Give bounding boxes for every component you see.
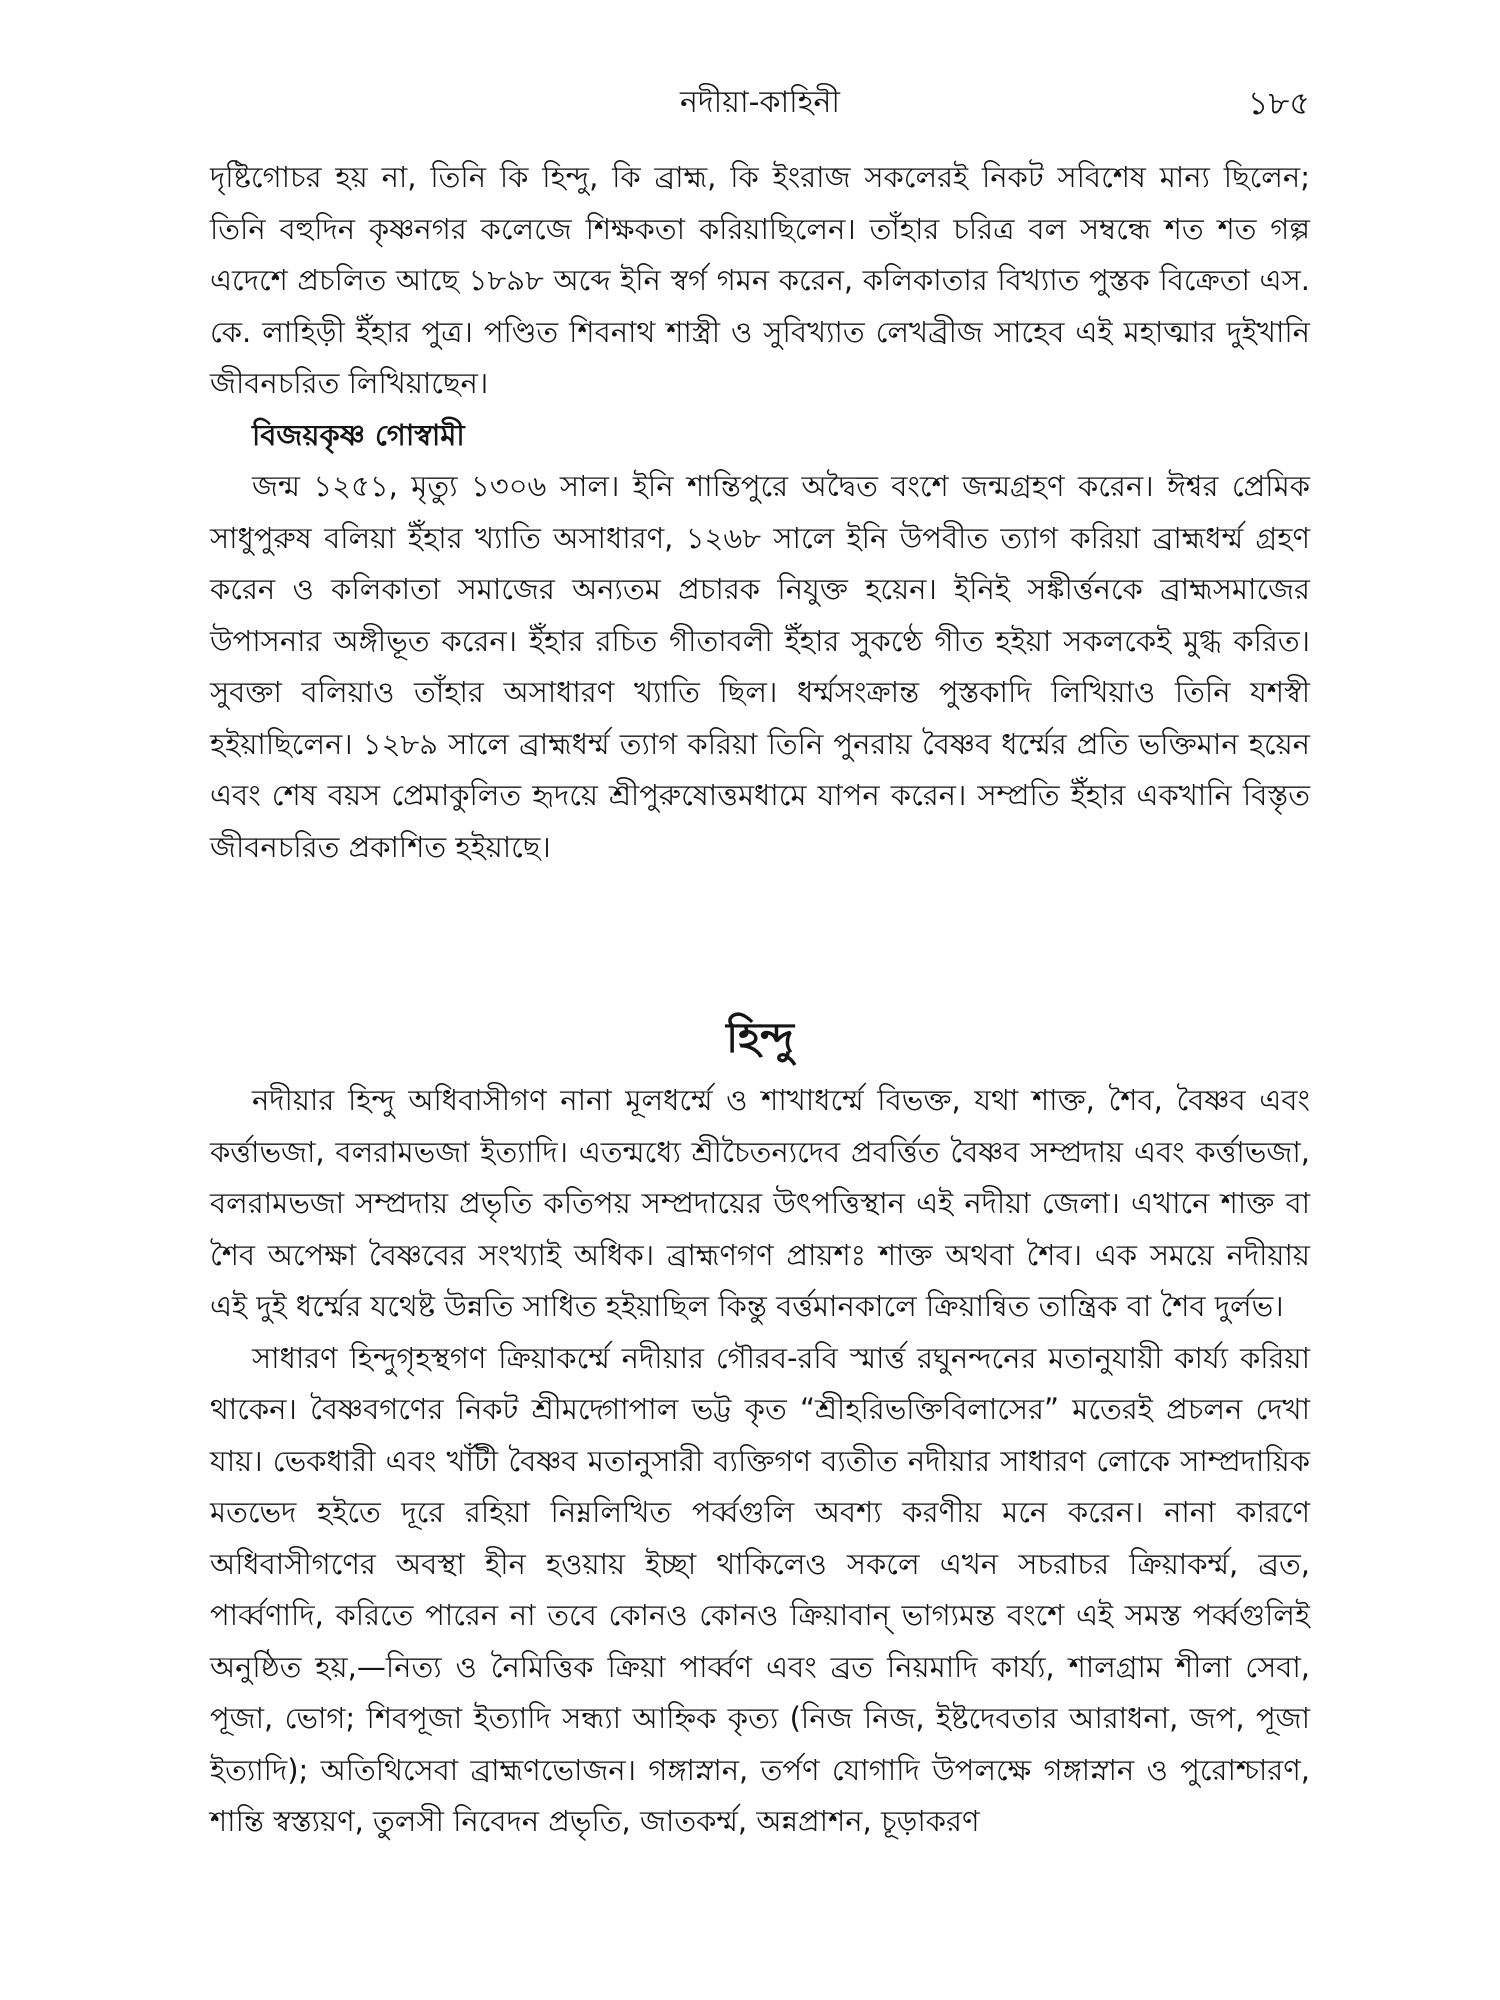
biography-heading: বিজয়কৃষ্ণ গোস্বামী — [252, 417, 465, 452]
section-paragraph-2: সাধারণ হিন্দুগৃহস্থগণ ক্রিয়াকর্ম্মে নদীয়ার গৌরব-রবি স্মার্ত্ত রঘুনন্দনের মতানুযায়ী কার্য্য করিয়া থাকেন। বৈষ্ণবগণের নিকট শ্রীমদ্গোপাল ভট্ট কৃত “শ্রীহরিভক্তিবিলাসের” মতেরই প্রচলন দেখা যায়। ভেকধারী এবং খাঁটী বৈষ্ণব মতানুসারী ব্যক্তিগণ ব্যতীত নদীয়ার সাধারণ লোকে সাম্প্রদায়িক মতভেদ হইতে দূরে রহিয়া নিম্নলিখিত পর্ব্বগুলি অবশ্য করণীয় মনে করেন। নানা কারণে অধিবাসীগণের অবস্থা হীন হওয়ায় ইচ্ছা থাকিলেও সকলে এখন সচরাচর ক্রিয়াকর্ম্ম, ব্রত, পার্ব্বণাদি, করিতে পারেন না তবে কোনও কোনও ক্রিয়াবান্ ভাগ্যমন্ত বংশে এই সমস্ত পর্ব্বগুলিই অনুষ্ঠিত হয়,—নিত্য ও নৈমিত্তিক ক্রিয়া পার্ব্বণ এবং ব্রত নিয়মাদি কার্য্য, শালগ্রাম শীলা সেবা, পূজা, ভোগ; শিবপূজা ইত্যাদি সন্ধ্যা আহ্নিক কৃত্য (নিজ নিজ, ইষ্টদেবতার আরাধনা, জপ, পূজা ইত্যাদি); অতিথিসেবা ব্রাহ্মণভোজন। গঙ্গাস্নান, তর্পণ যোগাদি উপলক্ষে গঙ্গাস্নান ও পুরোশ্চারণ, শান্তি স্বস্ত্যয়ণ, তুলসী নিবেদন প্রভৃতি, জাতকর্ম্ম, অন্নপ্রাশন, চূড়াকরণ — [210, 1340, 1310, 1838]
running-header — [210, 78, 1310, 128]
section-title: হিন্দু — [726, 1013, 794, 1062]
intro-paragraph: দৃষ্টিগোচর হয় না, তিনি কি হিন্দু, কি ব্রাহ্ম, কি ইংরাজ সকলেরই নিকট সবিশেষ মান্য ছিলেন; তিনি বহুদিন কৃষ্ণনগর কলেজে শিক্ষকতা করিয়াছিলেন। তাঁহার চরিত্র বল সম্বন্ধে শত শত গল্প এদেশে প্রচলিত আছে ১৮৯৮ অব্দে ইনি স্বর্গ গমন করেন, কলিকাতার বিখ্যাত পুস্তক বিক্রেতা এস. কে. লাহিড়ী ইঁহার পুত্র। পণ্ডিত শিবনাথ শাস্ত্রী ও সুবিখ্যাত লেখব্রীজ সাহেব এই মহাত্মার দুইখানি জীবনচরিত লিখিয়াছেন। — [210, 160, 1310, 400]
upper-text-block — [210, 152, 1310, 873]
lower-text-block — [210, 1075, 1310, 1848]
running-title: নদীয়া-কাহিনী — [680, 85, 840, 120]
section-paragraph-1: নদীয়ার হিন্দু অধিবাসীগণ নানা মূলধর্ম্মে ও শাখাধর্ম্মে বিভক্ত, যথা শাক্ত, শৈব, বৈষ্ণব এবং কর্ত্তাভজা, বলরামভজা ইত্যাদি। এতন্মধ্যে শ্রীচৈতন্যদেব প্রবর্ত্তিত বৈষ্ণব সম্প্রদায় এবং কর্ত্তাভজা, বলরামভজা সম্প্রদায় প্রভৃতি কতিপয় সম্প্রদায়ের উৎপত্তিস্থান এই নদীয়া জেলা। এখানে শাক্ত বা শৈব অপেক্ষা বৈষ্ণবের সংখ্যাই অধিক। ব্রাহ্মণগণ প্রায়শঃ শাক্ত অথবা শৈব। এক সময়ে নদীয়ায় এই দুই ধর্ম্মের যথেষ্ট উন্নতি সাধিত হইয়াছিল কিন্তু বর্ত্তমানকালে ক্রিয়ান্বিত তান্ত্রিক বা শৈব দুর্লভ। — [210, 1083, 1310, 1323]
page-number: ১৮৫ — [1247, 84, 1310, 122]
biography-paragraph: জন্ম ১২৫১, মৃত্যু ১৩০৬ সাল। ইনি শান্তিপুরে অদ্বৈত বংশে জন্মগ্রহণ করেন। ঈশ্বর প্রেমিক সাধুপুরুষ বলিয়া ইঁহার খ্যাতি অসাধারণ, ১২৬৮ সালে ইনি উপবীত ত্যাগ করিয়া ব্রাহ্মধর্ম্ম গ্রহণ করেন ও কলিকাতা সমাজের অন্যতম প্রচারক নিযুক্ত হয়েন। ইনিই সঙ্কীর্ত্তনকে ব্রাহ্মসমাজের উপাসনার অঙ্গীভূত করেন। ইঁহার রচিত গীতাবলী ইঁহার সুকণ্ঠে গীত হইয়া সকলকেই মুগ্ধ করিত। সুবক্তা বলিয়াও তাঁহার অসাধারণ খ্যাতি ছিল। ধর্ম্মসংক্রান্ত পুস্তকাদি লিখিয়াও তিনি যশস্বী হইয়াছিলেন। ১২৮৯ সালে ব্রাহ্মধর্ম্ম ত্যাগ করিয়া তিনি পুনরায় বৈষ্ণব ধর্ম্মের প্রতি ভক্তিমান হয়েন এবং শেষ বয়স প্রেমাকুলিত হৃদয়ে শ্রীপুরুষোত্তমধামে যাপন করেন। সম্প্রতি ইঁহার একখানি বিস্তৃত জীবনচরিত প্রকাশিত হইয়াছে। — [210, 469, 1310, 864]
